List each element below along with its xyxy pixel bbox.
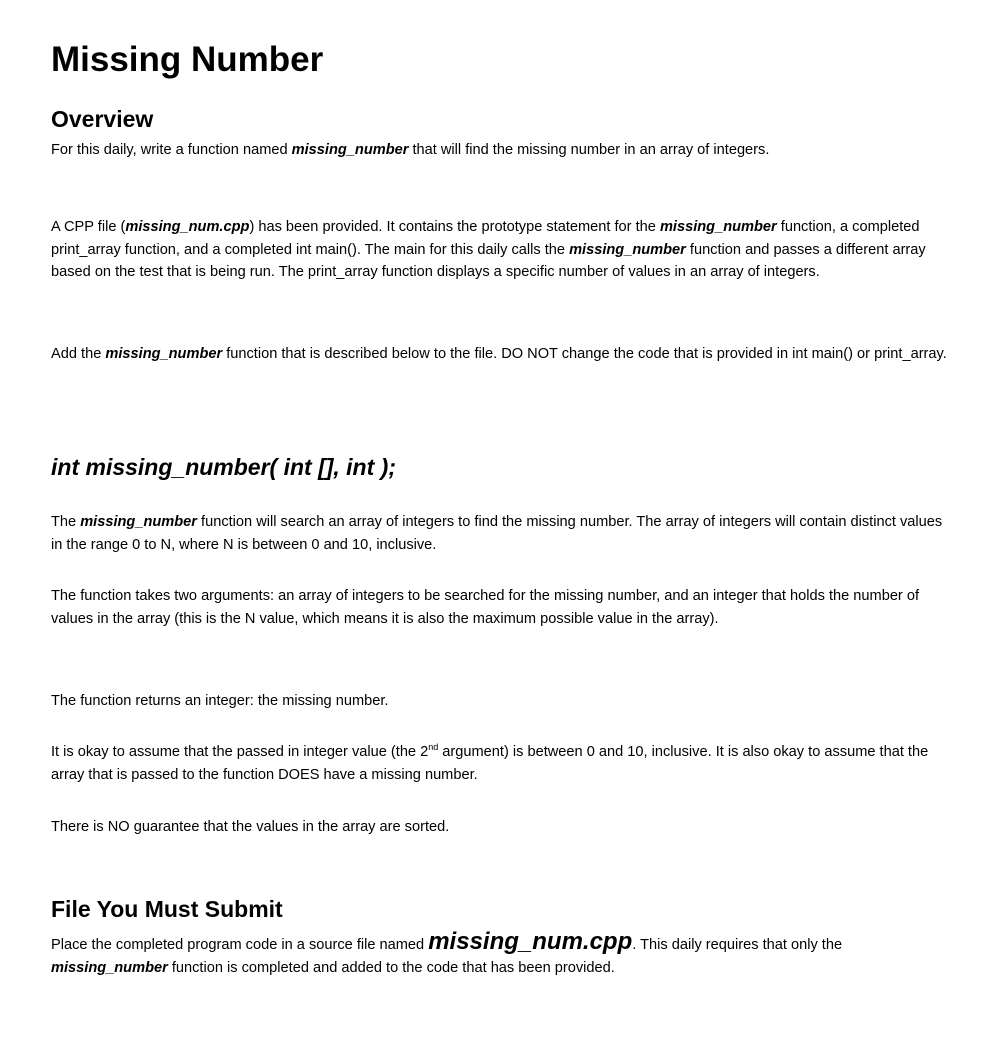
text-run: . This daily requires that only the [632, 937, 843, 953]
function-name: missing_number [105, 346, 223, 362]
file-name: missing_num.cpp [428, 928, 633, 955]
text-run: It is okay to assume that the passed in integer value (the 2 [51, 744, 429, 760]
text-run: function will search an array of integers to find the missing number. The array of integers will contain distinct values in the range 0 to N, where N is between 0 and 10, inclusive. [51, 514, 943, 553]
function-name: missing_number [569, 241, 686, 258]
file-name: missing_num.cpp [125, 219, 250, 235]
function-paragraph-1 [51, 511, 951, 556]
overview-paragraph-3 [51, 343, 951, 366]
text-run: The [51, 514, 81, 530]
text-run: Place the completed program code in a source file named [51, 937, 429, 953]
text-run: A CPP file ( [51, 219, 126, 235]
overview-paragraph-1 [51, 139, 951, 162]
text-run: Add the [51, 346, 106, 362]
page-title: Missing Number [51, 40, 324, 79]
text-run: argument) is between 0 and 10, inclusive. It is also okay to assume that the array that is passed to the function DOES have a missing number. [51, 744, 929, 783]
function-paragraph-4 [51, 741, 951, 786]
submit-paragraph-1 [51, 928, 951, 979]
ordinal-suffix: nd [428, 742, 439, 753]
text-run: that will find the missing number in an array of integers. [408, 142, 770, 158]
overview-heading: Overview [51, 106, 154, 132]
text-run: function, a completed print_array function, and a completed int main(). The main for this daily calls the [51, 219, 920, 258]
function-prototype-heading: int missing_number( int [], int ); [51, 454, 396, 480]
function-name: missing_number [80, 514, 197, 530]
function-paragraph-5: There is NO guarantee that the values in the array are sorted. [51, 819, 450, 835]
function-name: missing_number [291, 142, 409, 158]
function-paragraph-2: The function takes two arguments: an array of integers to be searched for the missing number, and an integer that holds the number of values in the array (this is the N value, which means it is also the maximum possible value in the array). [51, 588, 920, 627]
overview-paragraph-2 [51, 216, 951, 284]
text-run: function and passes a different array based on the test that is being run. The print_array function displays a specific number of values in an array of integers. [51, 241, 926, 280]
text-run: function that is described below to the file. DO NOT change the code that is provided in int main() or print_array. [222, 346, 947, 362]
function-name: missing_number [51, 959, 168, 976]
submit-heading: File You Must Submit [51, 896, 283, 922]
function-name: missing_number [659, 219, 777, 235]
function-paragraph-3: The function returns an integer: the missing number. [51, 693, 389, 709]
text-run: For this daily, write a function named [51, 142, 292, 158]
text-run: ) has been provided. It contains the prototype statement for the [249, 219, 660, 235]
text-run: function is completed and added to the code that has been provided. [167, 959, 615, 976]
